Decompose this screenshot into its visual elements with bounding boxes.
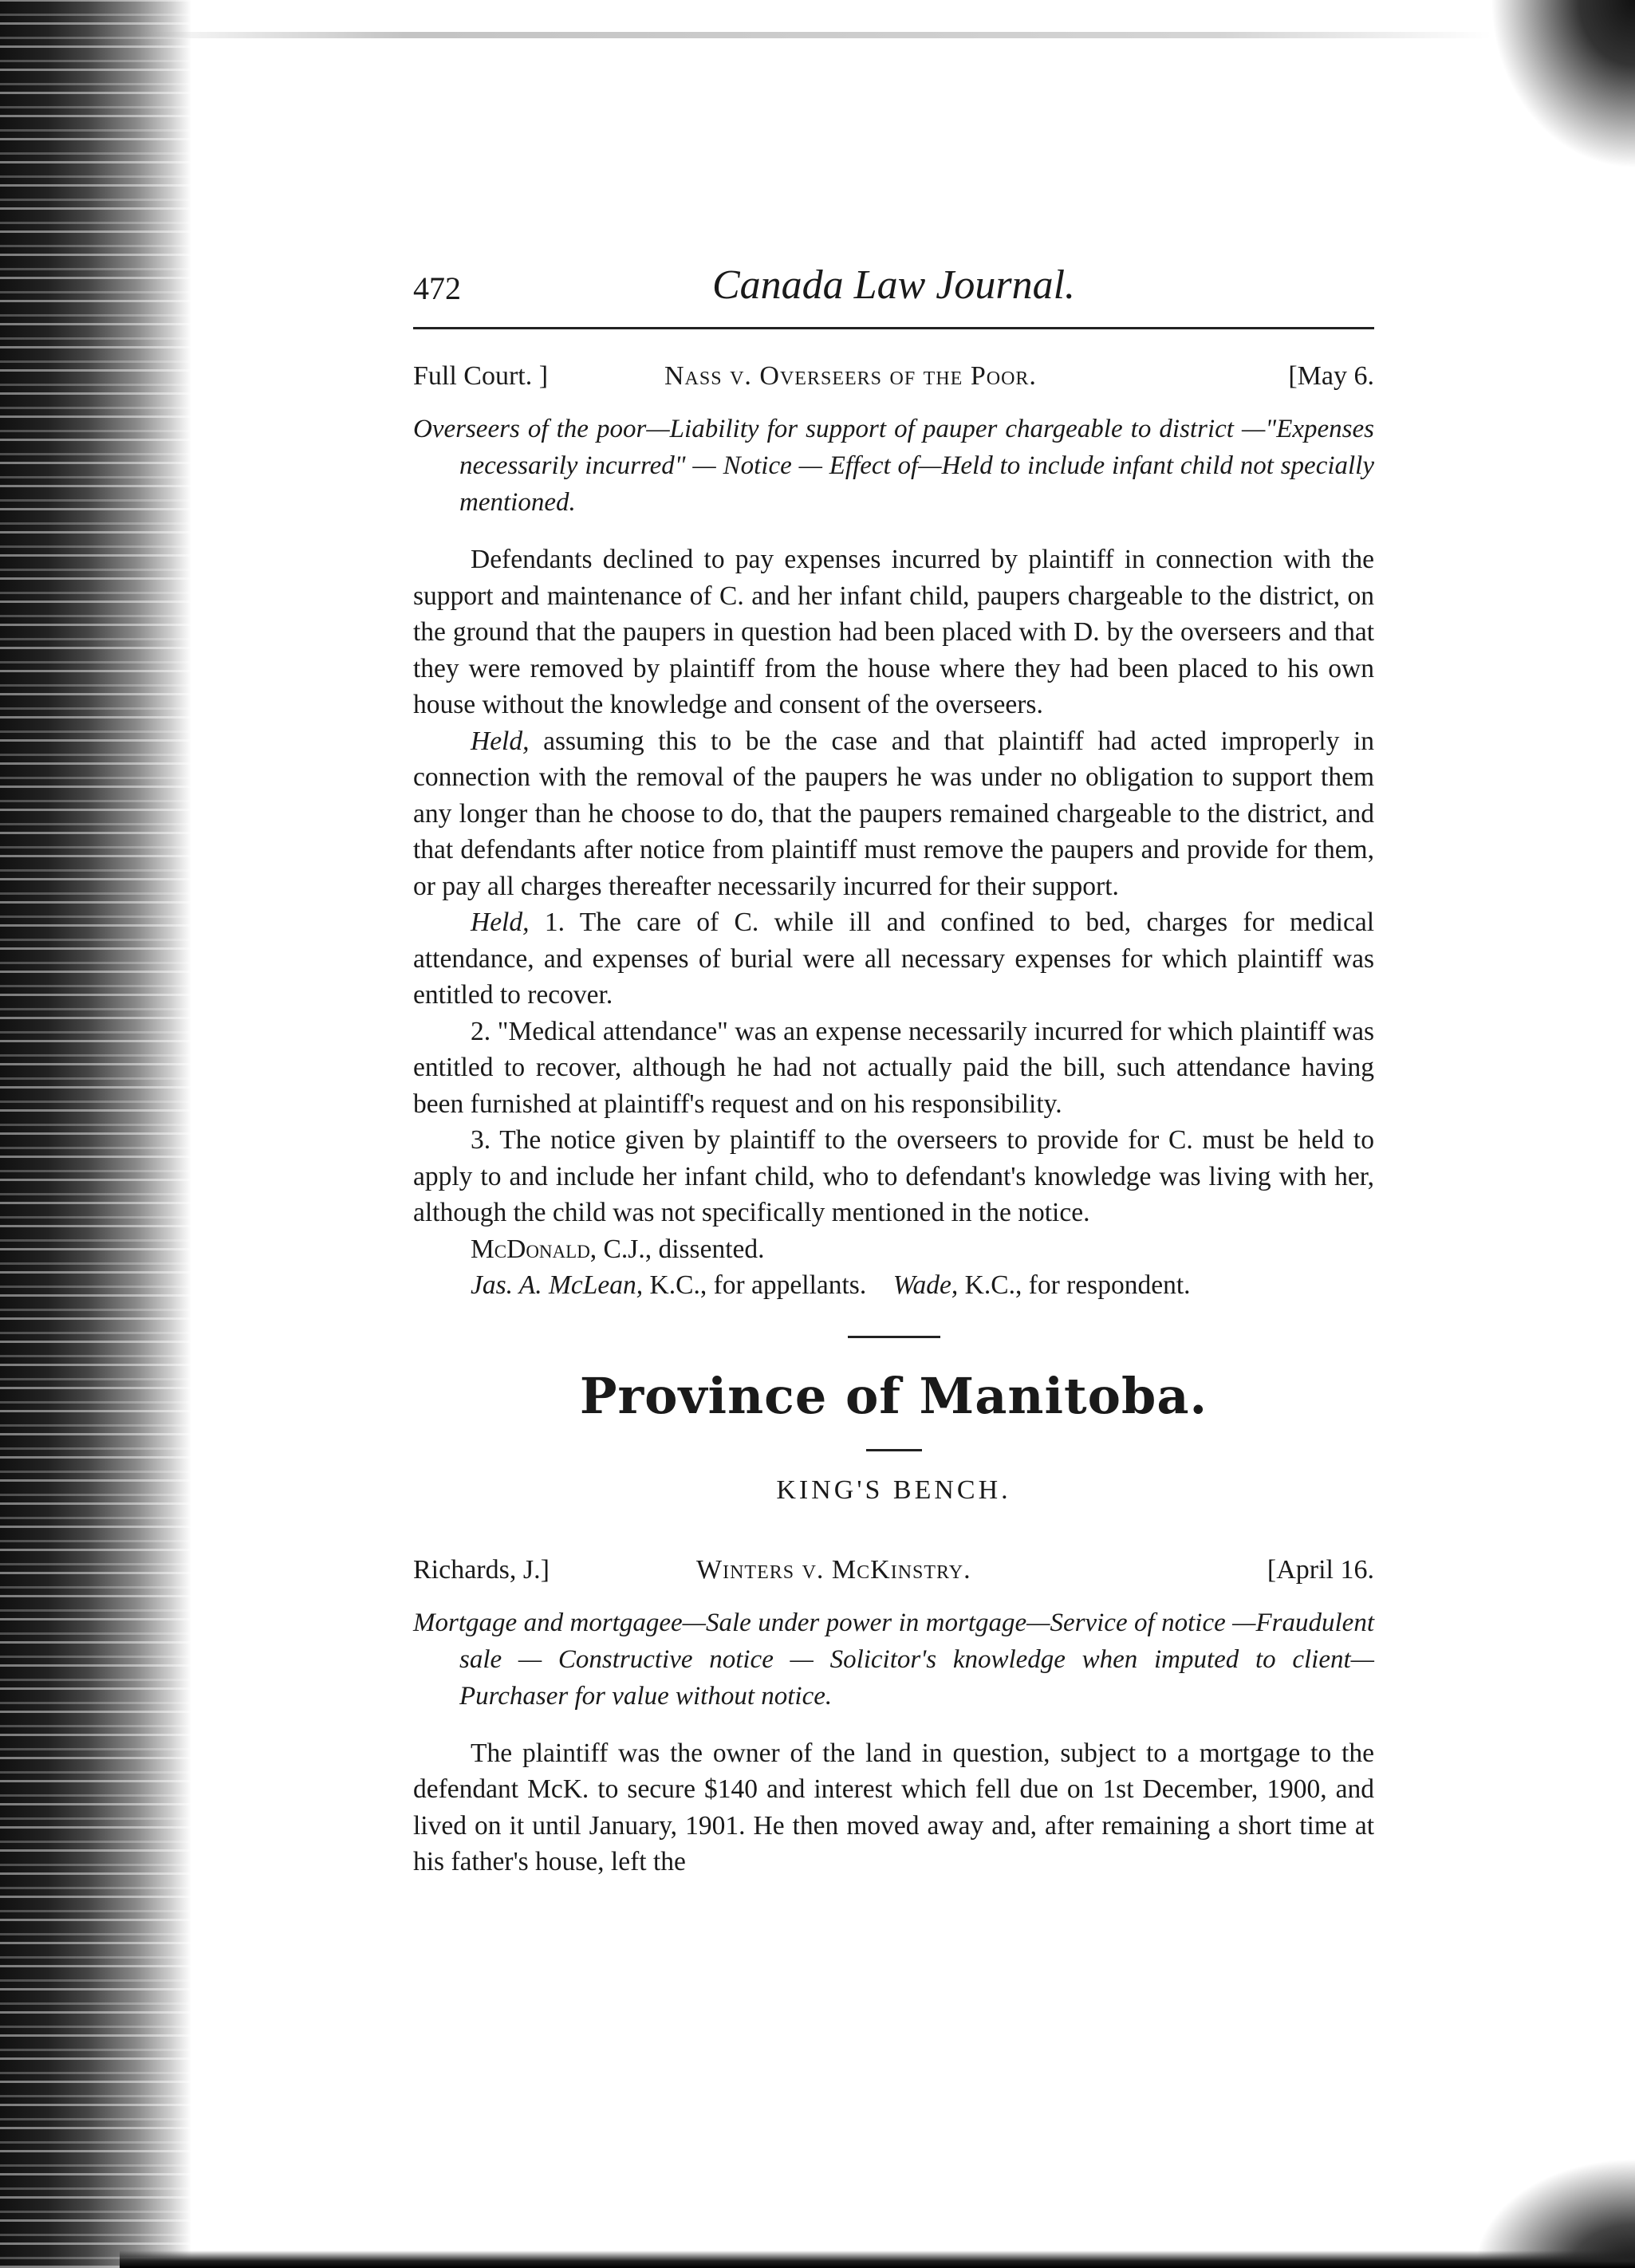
case-header-2 — [413, 1545, 1374, 1601]
case-court: Richards, J.] — [413, 1554, 550, 1585]
held-paragraph-2 — [413, 904, 1374, 1014]
page-number: 472 — [413, 270, 461, 306]
counsel-line — [413, 1267, 1374, 1304]
court-section-title: KING'S BENCH. — [776, 1475, 1011, 1505]
headnote: Overseers of the poor—Liability for support of pauper chargeable to district —"Expenses necessarily incurred" — Notice — Effect of—Held to include infant child not specially mentioned. — [413, 415, 1374, 517]
dissenting-judge: McDonald, C.J., — [471, 1234, 652, 1264]
scan-edge-left — [0, 0, 191, 2268]
counsel-appellants-name: Jas. A. McLean, — [471, 1270, 644, 1300]
counsel-respondent-text: K.C., for respondent. — [964, 1270, 1191, 1300]
facts-paragraph: Defendants declined to pay expenses incurred by plaintiff in connection with the support and maintenance of C. and her infant child, paupers chargeable to the district, on the ground that the paupers in question had been placed with D. by the overseers and that they were removed by plaintiff from the house where they had been placed to his own house without the knowledge and consent of the overseers. — [413, 545, 1374, 719]
dissent-text: dissented. — [658, 1234, 765, 1264]
held-text: 1. The care of C. while ill and confined to bed, charges for medical attendance, and expenses of burial were all necessary expenses for which plaintiff was entitled to recover. — [413, 908, 1374, 1010]
scan-corner-top-right — [1491, 0, 1635, 167]
headnote: Mortgage and mortgagee—Sale under power in mortgage—Service of notice —Fraudulent sale — Constructive notice — Solicitor's knowledge when imputed to client—Purchaser for value without notice. — [413, 1608, 1374, 1711]
case-date: [May 6. — [1288, 361, 1374, 391]
point-3-paragraph: 3. The notice given by plaintiff to the overseers to provide for C. must be held to apply to and include her infant child, who to defendant's knowledge was living with her, although the child was not specifically mentioned in the notice. — [413, 1125, 1374, 1227]
point-2-paragraph: 2. "Medical attendance" was an expense necessarily incurred for which plaintiff was entitled to recover, although he had not actually paid the bill, such attendance having been furnished at plaintiff's request and on his responsibility. — [413, 1016, 1374, 1119]
page — [413, 255, 1374, 1880]
case-name: Winters v. McKinstry. — [696, 1554, 971, 1585]
journal-title: Canada Law Journal. — [711, 262, 1076, 308]
heading-divider — [866, 1449, 922, 1451]
facts-paragraph: The plaintiff was the owner of the land in question, subject to a mortgage to the defendant McK. to secure $140 and interest which fell due on 1st December, 1900, and lived on it until January, 1901. He then moved away and, after remaining a short time at his father's house, left the — [413, 1738, 1374, 1876]
case-court: Full Court. ] — [413, 361, 549, 391]
held-label: Held, — [471, 726, 530, 756]
held-label: Held, — [471, 908, 530, 937]
dissent-line — [413, 1231, 1374, 1268]
running-head — [413, 255, 1374, 329]
case-header-1 — [413, 352, 1374, 408]
section-divider — [848, 1336, 940, 1338]
counsel-appellants-text: K.C., for appellants. — [649, 1270, 867, 1300]
scan-edge-top — [136, 32, 1491, 38]
case-date: [April 16. — [1267, 1554, 1374, 1585]
held-text: assuming this to be the case and that plaintiff had acted improperly in connection with the removal of the paupers he was under no obligation to support them any longer than he choose to do, that the paupers remained chargeable to the district, and that defendants after notice from plaintiff must remove the paupers and provide for them, or pay all charges thereafter necessarily incurred for their support. — [413, 726, 1374, 901]
held-paragraph-1 — [413, 723, 1374, 905]
case-name: Nass v. Overseers of the Poor. — [664, 361, 1037, 391]
scan-edge-bottom — [120, 2250, 1635, 2268]
counsel-respondent-name: Wade, — [892, 1270, 959, 1300]
province-heading: Province of Manitoba. — [579, 1366, 1208, 1425]
